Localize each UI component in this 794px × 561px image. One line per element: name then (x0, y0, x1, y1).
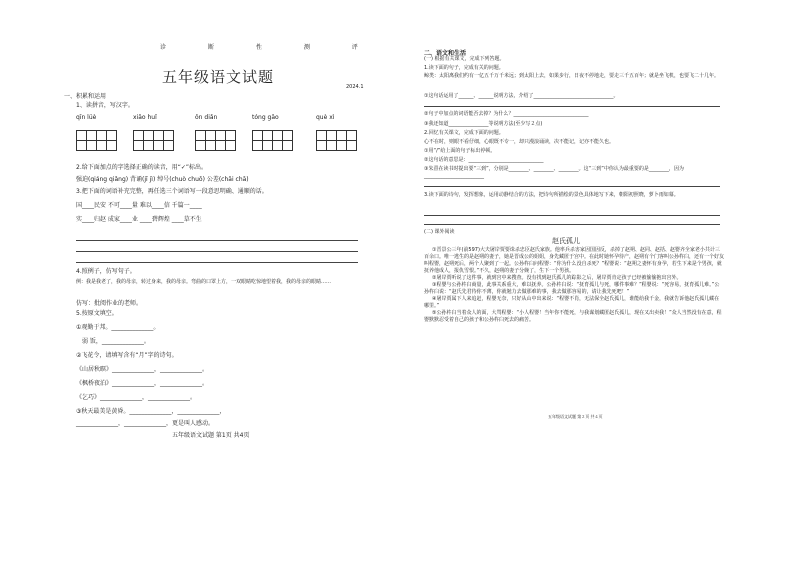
story-paragraph: ②屠岸贾听说了这件事，就到宫中来搜查。没有找到赵氏孤儿的踪影之后，屠岸贾肯定孩子已经被偷偷抱出宫外。 (432, 275, 682, 281)
section-heading: 一、积累和运用 (64, 93, 107, 100)
subsection-heading: (二) 课外阅读 (424, 229, 455, 235)
pinyin-item: qīn lüè (76, 114, 97, 121)
answer-line[interactable] (424, 224, 720, 225)
question-5: 5.按原文填空。 (76, 310, 118, 317)
writing-grid-2[interactable] (133, 130, 173, 151)
header-char: 测 (303, 44, 310, 51)
pinyin-item: xiāo huǐ (133, 114, 157, 121)
question-2: 2.给下面加点的字选择正确的读音，用“✓”标出。 (76, 164, 207, 171)
question-3: 3.把下面的词语补充完整，再任选三个词语写一段意思明确、通顺的话。 (76, 188, 268, 195)
question-5-2: ②飞花令，请填写含有“月”字的诗句。 (76, 352, 178, 359)
right-q1-text: 鲸类：太阳离我们约有一亿五千万千米远；到太阳上去，如果步行，日夜不停地走，要走三千五百年；就是坐飞机，也要飞二十几年。 (424, 73, 720, 79)
story-paragraph: ③程婴与公孙杵臼商量，此事关系重大，难以抚养。公孙杵臼说：“抚育孤儿与死，哪件事难？”程婴说：“死容易，抚育孤儿难。”公孙杵臼说：“赵氏先君待你不薄，你就勉力去做那难的事，我去做那容易的，请让我先死吧！” (424, 282, 720, 295)
pinyin-item: tóng gāo (252, 114, 279, 121)
header-char: 评 (351, 44, 358, 51)
question-1: 1、读拼音，写汉字。 (76, 102, 134, 109)
right-question-3: 3.读下面的诗句，发挥想象，运用动静结合的方法，把诗句所描绘的景色具体地写下来，朝阳初照晓，萝卜雨如幕。 (424, 192, 679, 198)
right-q1-sub1: ①这句话运用了______、______说明方法，介绍了________________________________。 (424, 93, 619, 99)
right-q2-sub3: ③朱熹在读书时提出要“三到”，分别是________、________、________。这“三到”中你认为最重要的是________，因为________________________ (424, 166, 684, 179)
right-q2-sub1: ①用“/”给上面的句子标出停顿。 (424, 148, 496, 154)
subsection-heading: (一) 根据有关课文，完成下列答题。 (424, 56, 505, 62)
question-4-example: 例：我是我老了，我的母亲，转过身来，我的母亲。弯曲的口罩上方，一双眼睛吃惊地望着我，我的母亲的眼睛…… (76, 279, 332, 285)
pinyin-item: què xì (316, 114, 335, 121)
page-footer: 五年级语文试题 第1页 共4页 (172, 432, 250, 439)
question-3-row1: 国____民安 不可____量 难以____信 千篇一____ (76, 202, 202, 209)
pinyin-item: ǒn diǎn (195, 114, 218, 121)
story-title: 赵氏孤儿 (552, 237, 580, 245)
right-question-1: 1.读下面的句子，完成有关的问题。 (424, 65, 504, 71)
question-5-3: ③秋天最美是黄昏。______________，______________， (76, 408, 226, 415)
answer-line[interactable] (76, 240, 358, 241)
right-q2-sub2: ②这句话的意思是：______________________________ (424, 157, 544, 163)
answer-line[interactable] (424, 106, 720, 107)
story-paragraph: ①晋景公三年(前597)大夫屠岸贾要诛杀忠臣赵氏家族。他率兵杀害家因国因反，杀掉了赵朔、赵同、赵括、赵婴齐全家老小共计三百余口。唯一逃生的是赵朔的妻子，她是晋成公的姐姐，身先藏匿于宫中。在此时她怀孕待产，赵朔有个门客叫公孙杵臼，还有一个好友叫程婴，赵朔死后，两个人聚到了一起。公孙杵臼问程婴：“你为什么没自杀死？”程婴说：“赵朔之妻怀有身孕，若生下来是个男孩，就抚养他成人，报仇雪恨。”不久，赵朔的妻子分娩了，生下一个男孩。 (424, 247, 725, 274)
header-char: 性 (255, 44, 262, 51)
right-q2-text: 心不在时，则眼不看仔细，心眼既不专一，却只漫浪诵读，决不能记，记亦不能久也。 (424, 139, 615, 145)
story-paragraph: ④屠岸贾属下人来追赶，程婴无奈，只好从山中出来说：“程婴不肖，无法保全赵氏孤儿，谁能给我千金，我就告诉他赵氏孤儿藏在哪里。” (424, 296, 720, 309)
right-q1-sub3: ③我还知道________________等说明方法(至少写２点) (424, 121, 543, 127)
question-5-1: ①观勤于邦。______________。 (76, 324, 160, 331)
header-char: 断 (207, 44, 214, 51)
story-body (424, 247, 724, 324)
right-q1-sub2: ②句子中加点的词语能否去掉？为什么？______________________________ (424, 111, 589, 117)
question-5-2a: 《山居秋暝》______________，______________。 (76, 366, 209, 373)
question-4-imitate: 仿写：批阅作业的老师。 (76, 300, 143, 307)
page-title: 五年级语文试题 (162, 68, 275, 86)
right-question-2: 2.回忆有关课文，完成下面的问题。 (424, 130, 504, 136)
answer-line[interactable] (76, 251, 358, 252)
writing-grid-4[interactable] (252, 130, 292, 151)
answer-line[interactable] (424, 215, 720, 216)
page-footer: 五年级语文试题 第２页 共４页 (548, 414, 603, 419)
story-paragraph: ⑤公孙杵臼当着众人的面，大骂程婴：“小人程婴！当年你不能死，与我谋划藏匿赵氏孤儿，现在又出卖我！”众人当然没有在意，程婴默默忍受着自己的孩子和公孙杵臼死去的痛苦。 (424, 310, 722, 323)
answer-line[interactable] (424, 186, 720, 187)
writing-grid-1[interactable] (76, 130, 116, 151)
writing-grid-5[interactable] (316, 130, 356, 151)
exam-date: 2024.1 (346, 84, 364, 90)
question-5-3b: ______________，______________，更是叫人感动。 (76, 420, 215, 427)
header-line (160, 44, 398, 51)
question-3-row2: 实____归赵 成家____业 ____碧辉煌 ____草不生 (76, 216, 202, 223)
question-5-2c: 《乞巧》______________，______________。 (76, 394, 197, 401)
answer-line[interactable] (76, 262, 358, 263)
question-5-1b: 弱 饭，______________。 (82, 338, 150, 345)
header-char: 诊 (160, 44, 167, 51)
writing-grid-3[interactable] (195, 130, 235, 151)
question-5-2b: 《枫桥夜泊》______________，______________。 (76, 380, 209, 387)
question-2-items: 强迫(qiáng qiǎng) 背诵(jī jì) 绰号(chuò chuō) 公差(chāi chā) (76, 176, 249, 183)
section-heading: 二、语文和生活 (424, 50, 467, 57)
question-4: 4.照例子，仿写句子。 (76, 268, 136, 275)
